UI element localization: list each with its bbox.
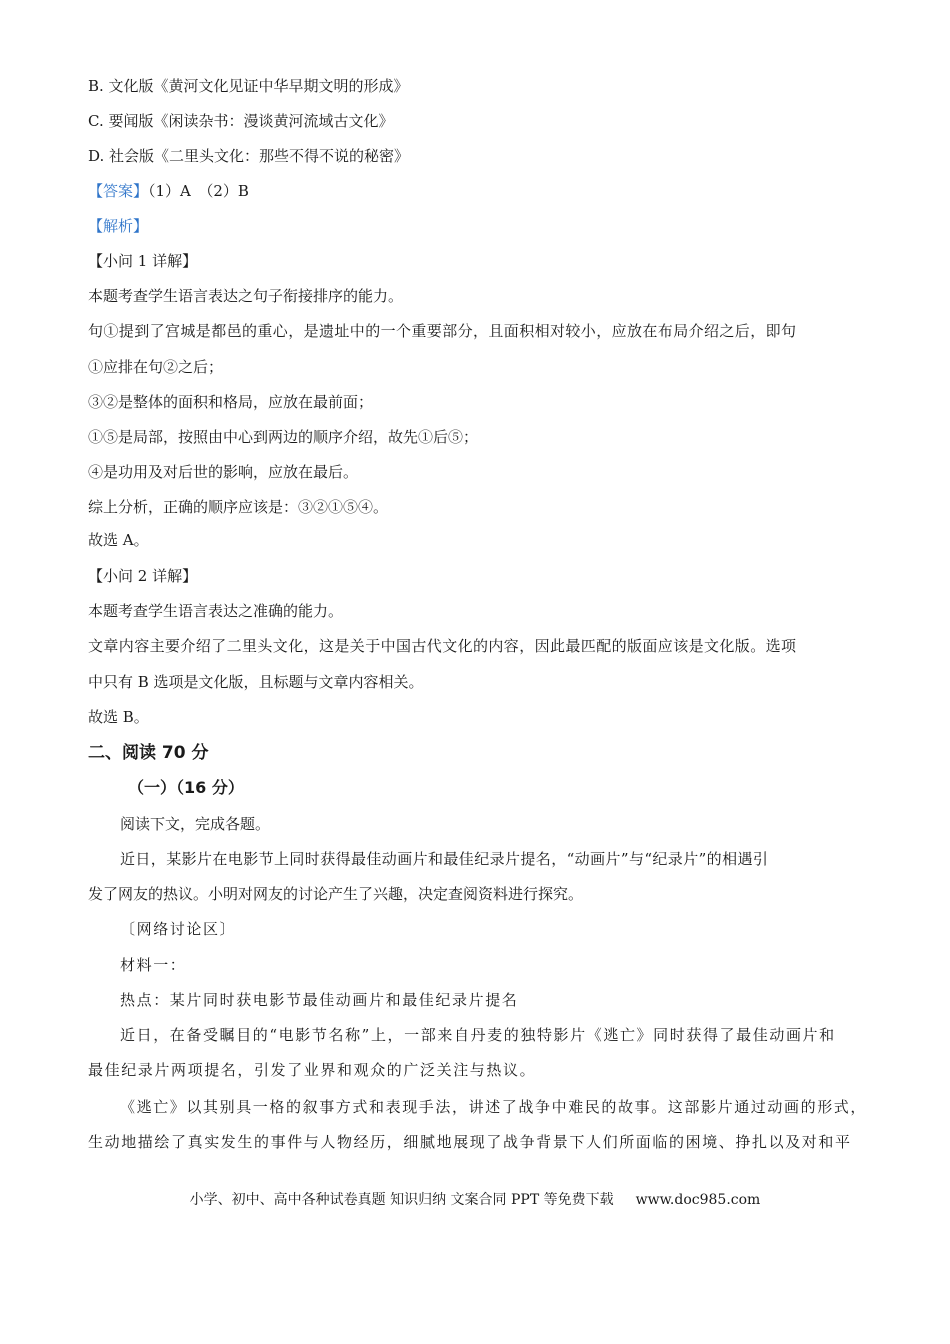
page-footer	[0, 1190, 950, 1210]
q1-line: ①应排在句②之后；	[88, 358, 224, 376]
hot-topic-title: 热点：某片同时获电影节最佳动画片和最佳纪录片提名	[120, 991, 519, 1009]
q1-line: 综上分析，正确的顺序应该是：③②①⑤④。	[88, 498, 389, 516]
intro-line: 近日，某影片在电影节上同时获得最佳动画片和最佳纪录片提名，“动画片”与“纪录片”的相遇引	[120, 850, 769, 868]
q1-line: ③②是整体的面积和格局，应放在最前面；	[88, 393, 374, 411]
footer-url[interactable]: www.doc985.com	[635, 1192, 761, 1208]
q1-title: 【小问 1 详解】	[88, 252, 198, 270]
q1-line: 句①提到了宫城是都邑的重心，是遗址中的一个重要部分，且面积相对较小，应放在布局介绍之后，即句	[88, 322, 797, 340]
q2-line: 文章内容主要介绍了二里头文化，这是关于中国古代文化的内容，因此最匹配的版面应该是文化版。选项	[88, 637, 797, 655]
body-line: 《逃亡》以其别具一格的叙事方式和表现手法，讲述了战争中难民的故事。这部影片通过动画的形式，	[120, 1098, 868, 1116]
body-line: 最佳纪录片两项提名，引发了业界和观众的广泛关注与热议。	[88, 1061, 537, 1079]
answer-label: 【答案】	[88, 182, 149, 200]
q1-line: ④是功用及对后世的影响，应放在最后。	[88, 463, 359, 481]
body-line: 生动地描绘了真实发生的事件与人物经历，细腻地展现了战争背景下人们所面临的困境、挣扎以及对和平	[88, 1133, 852, 1151]
q2-line: 故选 B。	[88, 708, 149, 726]
answer-text: （1）A （2）B	[148, 182, 249, 200]
forum-label: 〔网络讨论区〕	[120, 920, 237, 938]
q1-line: ①⑤是局部，按照由中心到两边的顺序介绍，故先①后⑤；	[88, 428, 479, 446]
q2-line: 本题考查学生语言表达之准确的能力。	[88, 602, 344, 620]
section-heading: 二、阅读 70 分	[88, 743, 209, 763]
option-c: C. 要闻版《闲读杂书：漫谈黄河流域古文化》	[88, 112, 394, 130]
option-b: B. 文化版《黄河文化见证中华早期文明的形成》	[88, 77, 409, 95]
material-label: 材料一：	[120, 956, 187, 974]
footer-text: 小学、初中、高中各种试卷真题 知识归纳 文案合同 PPT 等免费下载	[189, 1192, 614, 1208]
intro-line: 发了网友的热议。小明对网友的讨论产生了兴趣，决定查阅资料进行探究。	[88, 885, 584, 903]
q2-line: 中只有 B 选项是文化版，且标题与文章内容相关。	[88, 673, 424, 691]
answer-line	[88, 181, 249, 201]
part-heading: （一）（16 分）	[128, 778, 244, 797]
instruction: 阅读下文，完成各题。	[120, 815, 271, 833]
body-line: 近日，在备受瞩目的“电影节名称”上，一部来自丹麦的独特影片《逃亡》同时获得了最佳动画片和	[120, 1026, 836, 1044]
q2-title: 【小问 2 详解】	[88, 567, 198, 585]
analysis-label: 【解析】	[88, 217, 149, 235]
q1-line: 故选 A。	[88, 531, 149, 549]
q1-line: 本题考查学生语言表达之句子衔接排序的能力。	[88, 287, 404, 305]
option-d: D. 社会版《二里头文化：那些不得不说的秘密》	[88, 147, 410, 165]
